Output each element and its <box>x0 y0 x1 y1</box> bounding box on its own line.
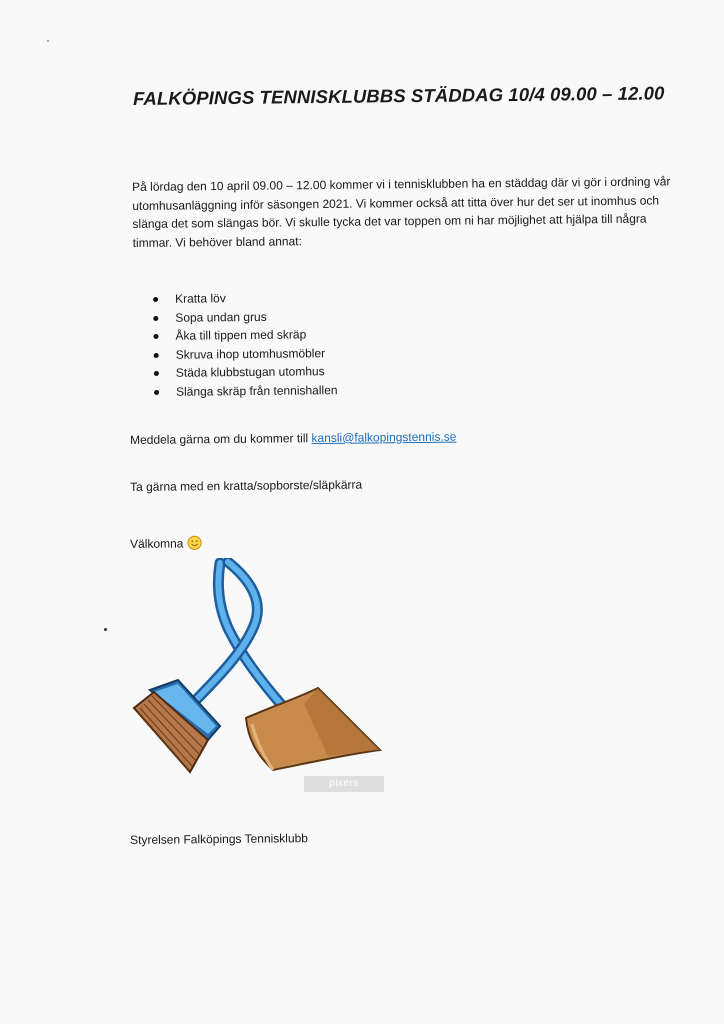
bullet-icon <box>153 334 158 339</box>
smiley-icon <box>187 535 202 553</box>
bring-line: Ta gärna med en kratta/sopborste/släpkärra <box>130 477 363 494</box>
welcome-text: Välkomna <box>130 536 184 551</box>
task-list <box>153 288 338 401</box>
task-label: Städa klubbstugan utomhus <box>175 364 325 381</box>
list-item <box>154 344 338 365</box>
scan-speck <box>47 40 49 42</box>
bullet-icon <box>154 353 159 358</box>
welcome-line <box>130 535 203 554</box>
bullet-icon <box>153 297 158 302</box>
task-label: Sopa undan grus <box>175 309 267 325</box>
contact-text: Meddela gärna om du kommer till <box>130 431 312 447</box>
scan-speck <box>104 628 107 631</box>
bullet-icon <box>154 390 159 395</box>
task-label: Slänga skräp från tennishallen <box>175 383 338 399</box>
list-item <box>154 362 338 383</box>
broom-dustpan-illustration <box>128 558 390 794</box>
email-link[interactable]: kansli@falkopingstennis.se <box>311 429 457 446</box>
list-item <box>153 307 337 328</box>
list-item <box>153 325 337 346</box>
contact-line <box>130 430 456 447</box>
task-label: Åka till tippen med skräp <box>175 327 307 343</box>
list-item <box>153 288 337 309</box>
task-label: Kratta löv <box>175 291 226 306</box>
watermark: pixers <box>304 776 384 792</box>
page-title: FALKÖPINGS TENNISKLUBBS STÄDDAG 10/4 09.00 – 12.00 <box>133 82 665 109</box>
intro-paragraph: På lördag den 10 april 09.00 – 12.00 kommer vi i tennisklubben ha en städdag där vi gör i ordning vår utomhusanläggning inför säsongen 2021. Vi kommer också att titta över hur det ser ut inomhus och slänga det som slängas bör. Vi skulle tycka det var toppen om ni har möjlighet att hjälpa till några timmar. Vi behöver bland annat: <box>132 174 671 250</box>
list-item <box>154 381 338 402</box>
bullet-icon <box>154 371 159 376</box>
signature: Styrelsen Falköpings Tennisklubb <box>130 831 309 847</box>
task-label: Skruva ihop utomhusmöbler <box>175 345 326 362</box>
bullet-icon <box>153 316 158 321</box>
